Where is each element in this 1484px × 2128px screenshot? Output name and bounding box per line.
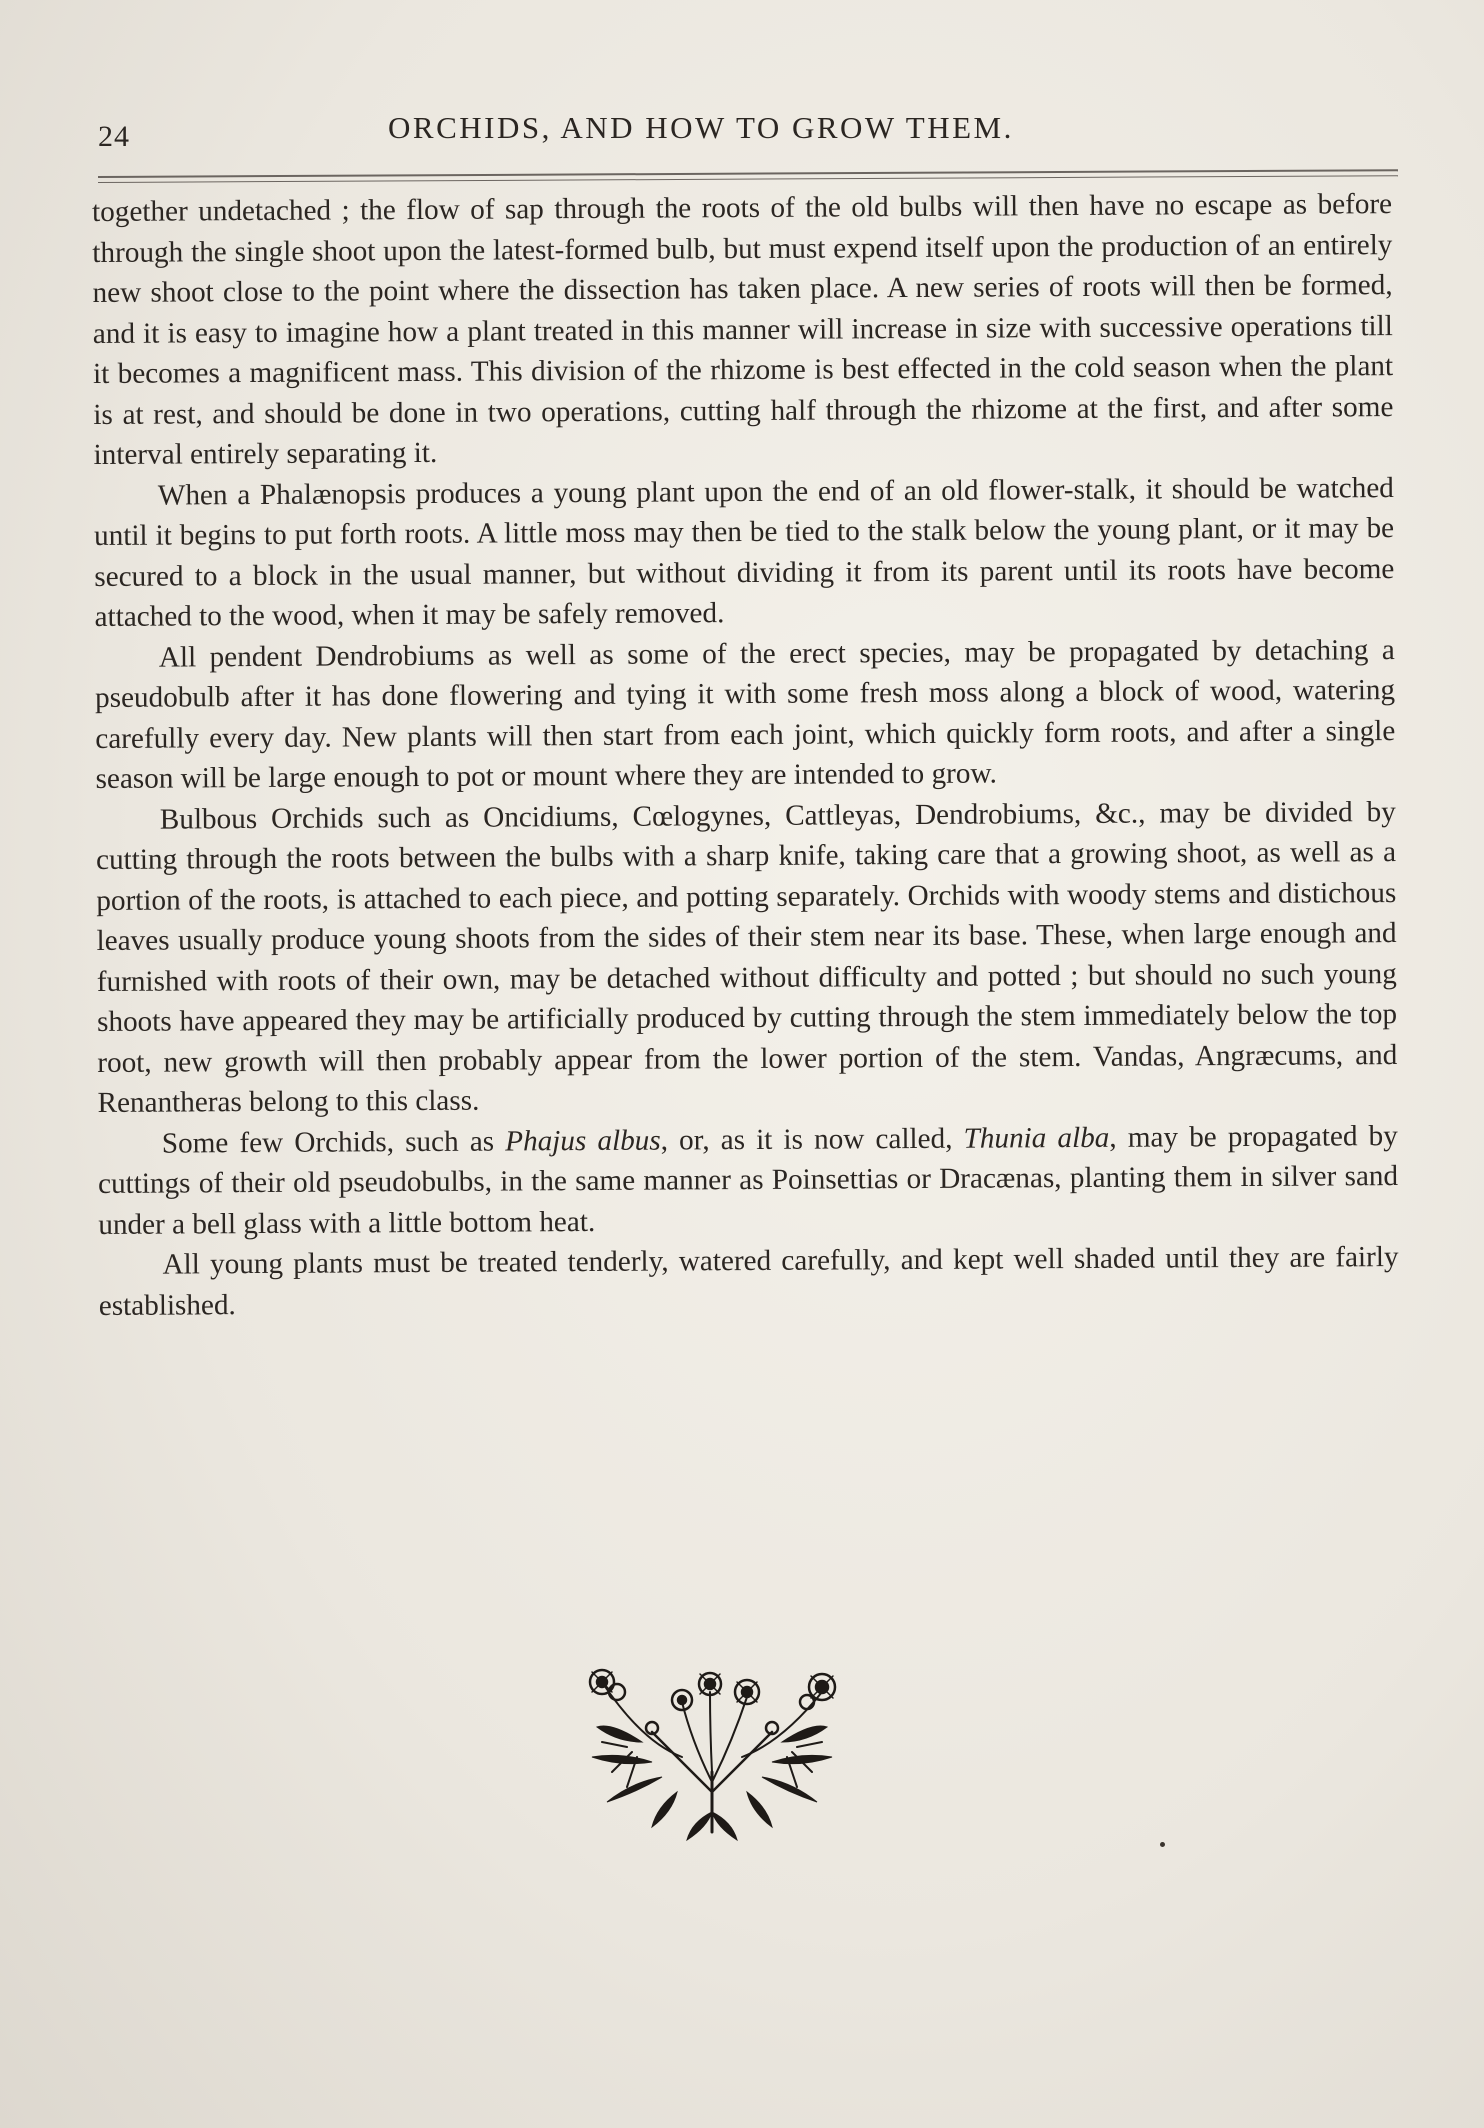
- floral-tailpiece-icon: [582, 1662, 842, 1842]
- paragraph-text: , or, as it is now called,: [660, 1122, 964, 1157]
- paragraph: [98, 1116, 1399, 1245]
- species-name: Phajus albus: [505, 1124, 661, 1157]
- paragraph: together undetached ; the flow of sap through the roots of the old bulbs will then have no escape as before through the single shoot upon the latest-formed bulb, but must expend itself upon the production of an entirely new shoot close to the point where the dissection has taken place. A new series of roots will then be formed, and it is easy to imagine how a plant treated in this manner will increase in size with successive operations till it becomes a magnificent mass. This division of the rhizome is best effected in the cold season when the plant is at rest, and should be done in two operations, cutting half through the rhizome at the first, and after some interval entirely separating it.: [92, 188, 1394, 471]
- body-text: [92, 184, 1399, 1326]
- paragraph: Bulbous Orchids such as Oncidiums, Cœlogynes, Cattleyas, Dendrobiums, &c., may be divided by cutting through the roots between the bulbs with a sharp knife, taking care that a growing shoot, as well as a portion of the roots, is attached to each piece, and potting separately. Orchids with woody stems and distichous leaves usually produce young shoots from the sides of their stem near its base. These, when large enough and furnished with roots of their own, may be detached without difficulty and potted ; but should no such young shoots have appeared they may be artificially produced by cutting through the stem immediately below the top root, new growth will then probably appear from the lower portion of the stem. Vandas, Angræcums, and Renantheras belong to this class.: [95, 795, 1398, 1119]
- species-name: Thunia alba: [963, 1121, 1110, 1155]
- paragraph: All young plants must be treated tenderly, watered carefully, and kept well shaded until they are fairly established.: [98, 1241, 1399, 1322]
- page-number: 24: [98, 120, 130, 153]
- paragraph-text: Some few Orchids, such as: [161, 1124, 506, 1160]
- paragraph: When a Phalænopsis produces a young plant upon the end of an old flower-stalk, it should be watched until it begins to put forth roots. A little moss may then be tied to the stalk below the young plant, or it may be secured to a block in the usual manner, but without dividing it from its parent until its roots have become attached to the wood, when it may be safely removed.: [94, 471, 1395, 633]
- page-speck: [1160, 1842, 1165, 1847]
- page-header: [98, 100, 1398, 160]
- paragraph-text: , may be propagated by cuttings of their old pseudobulbs, in the same manner as Poinsettias or Dracænas, planting them in silver sand under a bell glass with a little bottom heat.: [97, 1119, 1399, 1241]
- running-head: ORCHIDS, AND HOW TO GROW THEM.: [388, 110, 1014, 145]
- paragraph: All pendent Dendrobiums as well as some of the erect species, may be propagated by detaching a pseudobulb after it has done flowering and tying it with some fresh moss along a block of wood, watering carefully every day. New plants will then start from each joint, which quickly form roots, and after a single season will be large enough to pot or mount where they are intended to grow.: [94, 633, 1396, 795]
